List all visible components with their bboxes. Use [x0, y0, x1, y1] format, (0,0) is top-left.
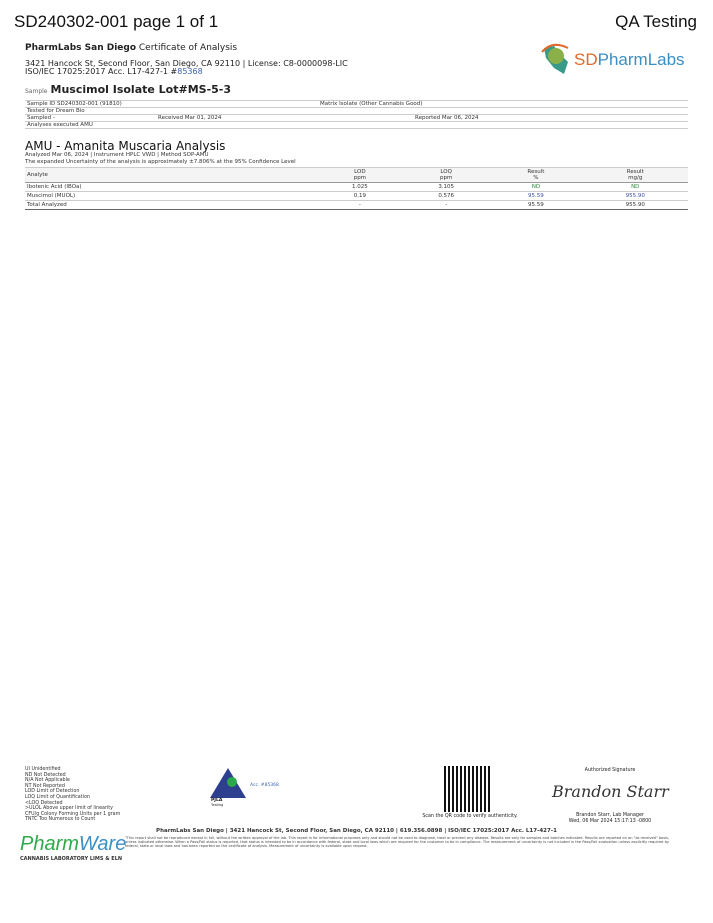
result-pct: 95.59 — [489, 192, 582, 201]
pjla-triangle-icon — [208, 768, 248, 800]
pjla-acc: Acc. #85368 — [250, 783, 279, 788]
legend-item: TNTC Too Numerous to Count — [25, 817, 96, 823]
col-loq: LOQ ppm — [403, 168, 489, 183]
col-result-pct: Result % — [489, 168, 582, 183]
pw-sub: CANNABIS LABORATORY LIMS & ELN — [20, 856, 123, 862]
result-mgg: 955.90 — [583, 201, 689, 210]
signature-title: Authorized Signature — [584, 768, 636, 773]
pw-b: Ware — [78, 833, 127, 855]
uncertainty-note: The expanded Uncertainty of the analysis is approximately ±7.806% at the 95% Confidence Level — [25, 159, 296, 165]
accreditation-link[interactable]: 85368 — [177, 67, 203, 76]
signer-block — [560, 813, 660, 824]
qr-code[interactable] — [444, 766, 492, 812]
sample-label: Sample — [25, 88, 48, 95]
sample-name: Muscimol Isolate Lot#MS-5-3 — [50, 83, 232, 96]
col-result-mgg: Result mg/g — [583, 168, 689, 183]
lod: - — [317, 201, 403, 210]
results-table — [25, 167, 688, 210]
sampled: Sampled - — [27, 115, 55, 121]
legend-item: UI Unidentified — [25, 767, 61, 772]
loq: 0.576 — [403, 192, 489, 201]
iso-line — [25, 67, 203, 76]
lod: 0.19 — [317, 192, 403, 201]
table-row — [25, 192, 688, 201]
received: Received Mar 01, 2024 — [158, 115, 222, 121]
analysis-meta: Analyzed Mar 06, 2024 | Instrument HPLC VWD | Method SOP-AMU — [25, 152, 209, 158]
result-pct: ND — [489, 183, 582, 192]
reported: Reported Mar 06, 2024 — [415, 115, 479, 121]
logo-sd: SD — [574, 50, 598, 69]
pjla-sub: Testing — [211, 803, 224, 807]
qr-caption: Scan the QR code to verify authenticity. — [422, 814, 518, 819]
matrix: Matrix Isolate (Other Cannabis Good) — [320, 101, 423, 107]
result-pct: 95.59 — [489, 201, 582, 210]
sample-id: Sample ID SD240302-001 (91810) — [27, 101, 122, 107]
result-mgg: ND — [583, 183, 689, 192]
legend-item: NT Not Reported — [25, 783, 65, 789]
pjla-text: PJLA — [211, 798, 223, 803]
qa-testing-label: QA Testing — [615, 12, 697, 31]
sample-info — [25, 100, 688, 129]
lod: 1.025 — [317, 183, 403, 192]
legend-item: >ULOL Above upper limit of linearity — [25, 806, 114, 812]
document-title: SD240302-001 page 1 of 1 — [14, 12, 219, 31]
table-row — [25, 183, 688, 192]
result-mgg: 955.90 — [583, 192, 689, 201]
col-analyte: Analyte — [25, 168, 317, 183]
signed-date: Wed, 06 Mar 2024 15:17:13 -0800 — [568, 818, 652, 824]
total-row — [25, 201, 688, 210]
analyses-executed: Analyses executed AMU — [27, 122, 93, 128]
pjla-logo — [208, 768, 298, 808]
lab-address: 3421 Hancock St, Second Floor, San Diego, CA 92110 | License: C8-0000098-LIC — [25, 59, 348, 68]
lab-name: PharmLabs San Diego — [25, 43, 137, 53]
analyte: Total Analyzed — [25, 201, 317, 210]
loq: - — [403, 201, 489, 210]
legend-item: ND Not Detected — [25, 772, 66, 778]
abbreviation-legend — [25, 767, 120, 823]
table-header — [25, 168, 688, 183]
legend-item: CFU/g Colony Forming Units per 1 gram — [25, 811, 121, 817]
pw-a: Pharm — [20, 833, 79, 855]
loq: 3.105 — [403, 183, 489, 192]
coa-label: Certificate of Analysis — [138, 43, 238, 53]
footer-address: PharmLabs San Diego | 3421 Hancock St, Second Floor, San Diego, CA 92110 | 619.356.0898 | ISO/IEC 17025:2017 Acc. L17-427-1 — [156, 828, 557, 834]
disclaimer: "This report shall not be reproduced except in full, without the written approval of the lab. This report is for informational purposes only and should not be used to diagnose, treat or prevent any disease. Results are only for samples and batches indicated. Results are reported on an "as received" basis, unless indicated otherwise. When a Pass/Fail status is reported, that status is intended to be in accordance with federal, state and local laws which are required for the customer to be in compliance. The measurement of uncertainty is not included in the Pass/Fail evaluation unless explicitly required by federal, state or local laws and has been reported on the certificate of analysis. Measurement of uncertainty is available upon request. — [125, 836, 670, 849]
legend-item: LOD Limit of Detection — [25, 789, 80, 795]
legend-item: LOQ Limit of Quantification — [25, 794, 90, 800]
signature: Brandon Starr — [552, 782, 669, 801]
legend-item: <LOQ Detected — [25, 800, 63, 806]
pharmware-logo — [20, 833, 126, 862]
lab-heading — [25, 43, 237, 53]
col-lod: LOD ppm — [317, 168, 403, 183]
sdpharmlabs-logo — [538, 40, 688, 80]
logo-pharmlabs: PharmLabs — [597, 50, 685, 69]
tested-for: Tested for Dream Bio — [27, 108, 85, 114]
legend-item: N/A Not Applicable — [25, 778, 70, 784]
analysis-title: AMU - Amanita Muscaria Analysis — [25, 139, 226, 153]
iso-text: ISO/IEC 17025:2017 Acc. L17-427-1 # — [25, 67, 178, 76]
california-globe-icon — [538, 40, 574, 80]
analyte: Muscimol (MUOL) — [25, 192, 317, 201]
signer-name: Brandon Starr, Lab Manager — [576, 813, 644, 818]
sample-title — [25, 83, 231, 96]
analyte: Ibotenic Acid (IBOa) — [25, 183, 317, 192]
